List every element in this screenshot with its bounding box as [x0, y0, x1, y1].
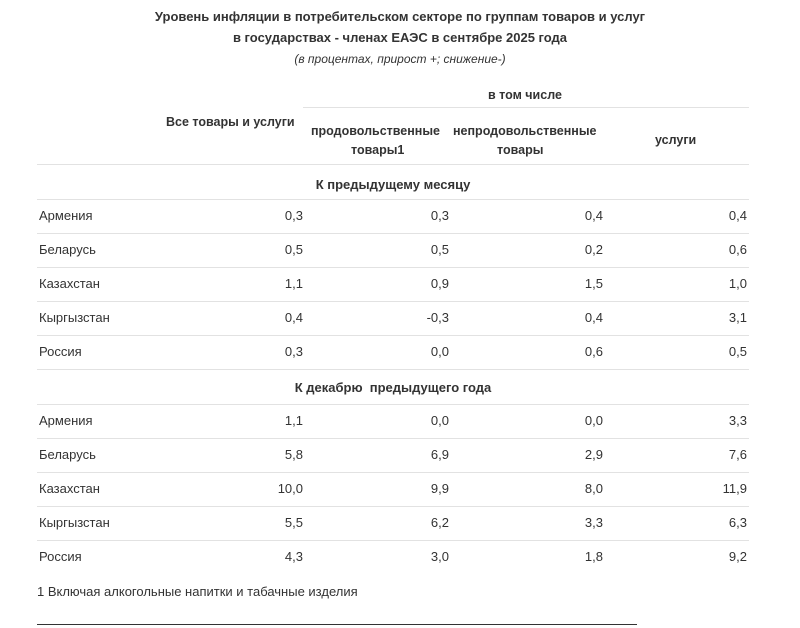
table-row — [37, 233, 749, 267]
value-food-goods: 6,2 — [430, 515, 449, 530]
header-nonfood-goods-line-2: товары — [497, 143, 544, 157]
value-services: 0,4 — [728, 208, 747, 223]
country-name: Армения — [39, 208, 93, 223]
value-nonfood-goods: 1,8 — [584, 549, 603, 564]
value-food-goods: -0,3 — [426, 310, 449, 325]
value-food-goods: 3,0 — [430, 549, 449, 564]
table-row — [37, 506, 749, 540]
value-nonfood-goods: 0,6 — [584, 344, 603, 359]
value-nonfood-goods: 0,2 — [584, 242, 603, 257]
country-name: Беларусь — [39, 447, 96, 462]
value-services: 1,0 — [728, 276, 747, 291]
value-services: 3,3 — [728, 413, 747, 428]
value-all-goods: 1,1 — [284, 276, 303, 291]
value-food-goods: 0,3 — [430, 208, 449, 223]
country-name: Кыргызстан — [39, 515, 110, 530]
country-name: Армения — [39, 413, 93, 428]
country-name: Кыргызстан — [39, 310, 110, 325]
country-name: Россия — [39, 344, 82, 359]
value-all-goods: 1,1 — [284, 413, 303, 428]
value-nonfood-goods: 0,4 — [584, 310, 603, 325]
table-row — [37, 438, 749, 472]
value-all-goods: 0,5 — [284, 242, 303, 257]
header-divider — [303, 107, 749, 108]
value-all-goods: 0,3 — [284, 208, 303, 223]
table-row — [37, 199, 749, 233]
value-nonfood-goods: 1,5 — [584, 276, 603, 291]
value-services: 9,2 — [728, 549, 747, 564]
table-row — [37, 335, 749, 369]
value-food-goods: 9,9 — [430, 481, 449, 496]
table-subtitle: (в процентах, прирост +; снижение-) — [294, 52, 506, 66]
value-nonfood-goods: 0,0 — [584, 413, 603, 428]
table-title-line-1: Уровень инфляции в потребительском секторе по группам товаров и услуг — [154, 9, 646, 24]
section-title-previous-month: К предыдущему месяцу — [315, 177, 471, 192]
header-including: в том числе — [488, 88, 562, 102]
value-services: 6,3 — [728, 515, 747, 530]
table-title-line-2: в государствах - членах ЕАЭС в сентябре 2025 года — [232, 30, 568, 45]
value-food-goods: 0,0 — [430, 344, 449, 359]
value-food-goods: 0,0 — [430, 413, 449, 428]
table-row — [37, 540, 749, 574]
value-nonfood-goods: 2,9 — [584, 447, 603, 462]
value-services: 7,6 — [728, 447, 747, 462]
row-rule — [37, 369, 749, 370]
table-row — [37, 267, 749, 301]
country-name: Казахстан — [39, 276, 100, 291]
value-nonfood-goods: 3,3 — [584, 515, 603, 530]
footer-divider — [37, 624, 637, 625]
section-title-december-previous-year: К декабрю предыдущего года — [294, 380, 492, 395]
header-nonfood-goods-line-1: непродовольственные — [453, 124, 597, 138]
value-services: 3,1 — [728, 310, 747, 325]
value-all-goods: 5,8 — [284, 447, 303, 462]
header-nonfood-goods — [453, 122, 596, 160]
value-services: 0,6 — [728, 242, 747, 257]
value-nonfood-goods: 0,4 — [584, 208, 603, 223]
header-bottom-rule — [37, 164, 749, 165]
header-services: услуги — [655, 133, 697, 147]
value-food-goods: 6,9 — [430, 447, 449, 462]
table-row — [37, 404, 749, 438]
table-row — [37, 301, 749, 335]
country-name: Россия — [39, 549, 82, 564]
value-services: 0,5 — [728, 344, 747, 359]
value-food-goods: 0,5 — [430, 242, 449, 257]
value-food-goods: 0,9 — [430, 276, 449, 291]
value-all-goods: 0,4 — [284, 310, 303, 325]
value-all-goods: 10,0 — [277, 481, 303, 496]
value-all-goods: 5,5 — [284, 515, 303, 530]
header-food-goods-line-2: товары1 — [351, 143, 405, 157]
country-name: Беларусь — [39, 242, 96, 257]
header-food-goods-line-1: продовольственные — [311, 124, 440, 138]
header-food-goods — [311, 122, 440, 160]
value-all-goods: 4,3 — [284, 549, 303, 564]
table-title — [0, 6, 800, 48]
header-all-goods-services: Все товары и услуги — [166, 115, 295, 129]
value-services: 11,9 — [722, 481, 747, 496]
country-name: Казахстан — [39, 481, 100, 496]
value-all-goods: 0,3 — [284, 344, 303, 359]
value-nonfood-goods: 8,0 — [584, 481, 603, 496]
footnote: 1 Включая алкогольные напитки и табачные изделия — [37, 584, 358, 599]
table-row — [37, 472, 749, 506]
